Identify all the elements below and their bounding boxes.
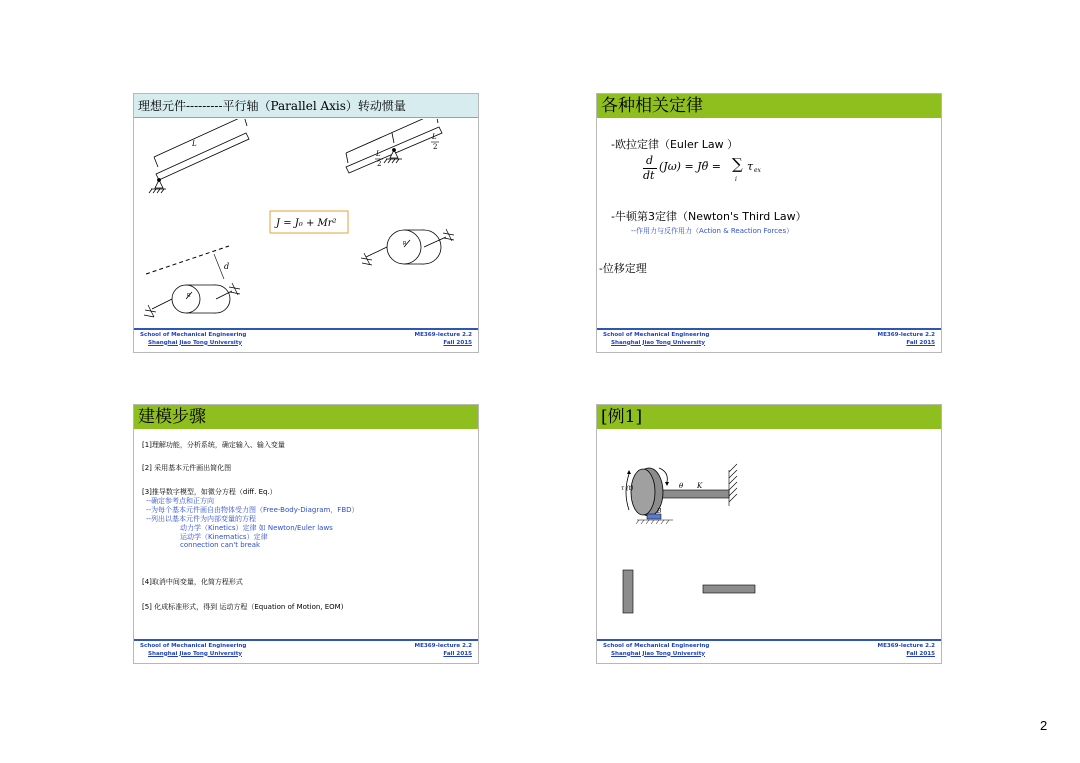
- shaft: [655, 490, 729, 498]
- label-L-left: L: [192, 140, 197, 148]
- cylinder-right: [366, 230, 446, 264]
- slide-example-1: [596, 404, 942, 664]
- footer-term: Fall 2015: [906, 339, 935, 346]
- slide-footer: [597, 328, 941, 352]
- slide-related-laws: [596, 93, 942, 353]
- step-3: [3]推导数字模型，如微分方程（diff. Eq.）: [142, 488, 277, 496]
- step-4: [4]取消中间变量，化简方程形式: [142, 578, 243, 586]
- footer-school: School of Mechanical Engineering: [140, 332, 247, 338]
- slide-footer: [597, 639, 941, 663]
- step-3-sub-5: 运动学（Kinematics）定律: [180, 533, 268, 541]
- footer-term: Fall 2015: [443, 650, 472, 657]
- vertical-bar: [623, 570, 633, 613]
- footer-course: ME369-lecture 2.2: [414, 643, 472, 649]
- horizontal-bar: [703, 585, 755, 593]
- footer-term: Fall 2015: [443, 339, 472, 346]
- cylinder-left: [152, 285, 232, 313]
- rotor-shaft-diagram: [597, 430, 942, 640]
- label-two-2: 2: [433, 143, 438, 151]
- label-B: B: [657, 508, 662, 515]
- label-tau: τ (t): [621, 485, 634, 492]
- label-R-right: R: [403, 241, 407, 247]
- label-R-left: R: [187, 293, 191, 299]
- parallel-axis-formula: J = J₀ + Mr²: [276, 218, 337, 229]
- slide-title: [例1]: [597, 405, 941, 429]
- footer-university: Shanghai Jiao Tong University: [611, 650, 706, 657]
- label-d: d: [224, 262, 230, 271]
- step-3-sub-6: connection can't break: [180, 541, 261, 549]
- footer-school: School of Mechanical Engineering: [603, 643, 710, 649]
- label-L-half-1: L: [376, 150, 381, 158]
- footer-term: Fall 2015: [906, 650, 935, 657]
- action-reaction-line: --作用力与反作用力（Action & Reaction Forces）: [631, 227, 794, 235]
- footer-school: School of Mechanical Engineering: [603, 332, 710, 338]
- footer-university: Shanghai Jiao Tong University: [148, 339, 243, 346]
- newton-law-heading: -牛顿第3定律（Newton's Third Law）: [611, 210, 807, 223]
- slide-modeling-steps: [133, 404, 479, 664]
- step-2: [2] 采用基本元件画出简化图: [142, 464, 232, 472]
- euler-law-heading: -欧拉定律（Euler Law ）: [611, 138, 739, 151]
- step-3-sub-2: --为每个基本元件画自由物体受力图（Free-Body-Diagram，FBD）: [146, 506, 359, 514]
- euler-equation: d dt (Jω) = Jθ̈ = ∑ i τ ex: [643, 154, 761, 183]
- label-theta: θ: [679, 482, 684, 490]
- step-3-sub-4: 动力学（Kinetics）定律 如 Newton/Euler laws: [180, 524, 333, 532]
- footer-university: Shanghai Jiao Tong University: [148, 650, 243, 657]
- footer-school: School of Mechanical Engineering: [140, 643, 247, 649]
- label-K: K: [697, 482, 703, 490]
- slide-footer: [134, 328, 478, 352]
- step-3-sub-1: --确定参考点和正方向: [146, 497, 215, 505]
- slide-parallel-axis: [133, 93, 479, 353]
- footer-university: Shanghai Jiao Tong University: [611, 339, 706, 346]
- label-L-half-2: L: [432, 133, 437, 141]
- page-number: 2: [1040, 718, 1048, 733]
- slide-title: 各种相关定律: [597, 94, 941, 118]
- slide-footer: [134, 639, 478, 663]
- footer-course: ME369-lecture 2.2: [877, 643, 935, 649]
- step-3-sub-3: --列出以基本元件为内部变量的方程: [146, 515, 257, 523]
- footer-course: ME369-lecture 2.2: [414, 332, 472, 338]
- parallel-axis-diagram: [134, 119, 479, 329]
- pivot-beam-right: [346, 119, 442, 173]
- label-two-1: 2: [377, 160, 382, 168]
- displacement-theorem: -位移定理: [599, 262, 647, 275]
- step-5: [5] 化成标准形式，得到 运动方程（Equation of Motion, EOM): [142, 603, 344, 611]
- step-1: [1]理解功能，分析系统，确定输入、输入变量: [142, 441, 285, 449]
- slide-title: 建模步骤: [134, 405, 478, 429]
- pivot-beam-left: [149, 119, 249, 193]
- slide-title: 理想元件---------平行轴（Parallel Axis）转动惯量: [134, 94, 478, 118]
- footer-course: ME369-lecture 2.2: [877, 332, 935, 338]
